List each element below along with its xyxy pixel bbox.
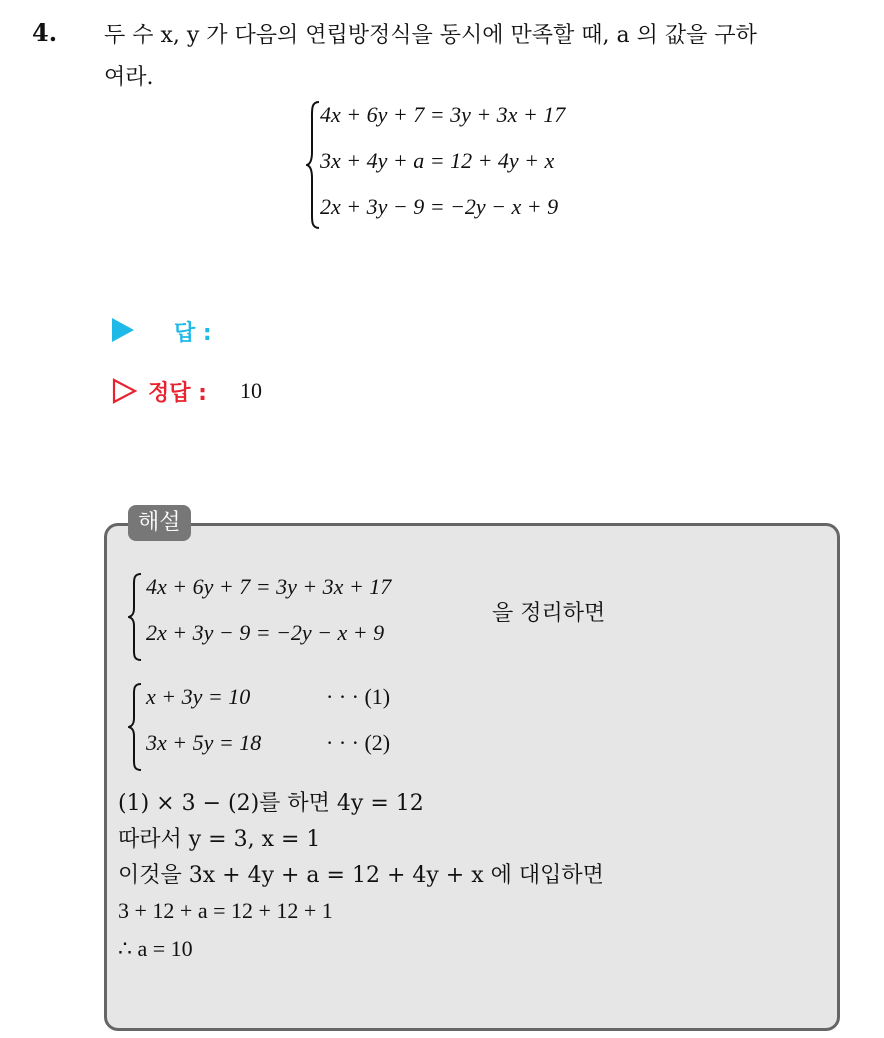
question-number: 4. <box>32 18 58 47</box>
answer-arrow-icon <box>112 318 134 342</box>
explanation-line-5: ∴ a = 10 <box>118 936 193 961</box>
system-equation-3: 2x + 3y − 9 = −2y − x + 9 <box>320 194 559 219</box>
explanation-equation-2: 2x + 3y − 9 = −2y − x + 9 <box>146 620 385 645</box>
correct-answer-label: 정답 : <box>148 381 207 406</box>
explanation-line-1: (1) × 3 − (2)를 하면 4y = 12 <box>118 791 424 816</box>
equation-tag-1: · · · (1) <box>326 684 391 709</box>
explanation-system-1 <box>128 572 648 662</box>
explanation-equation-3: x + 3y = 10 <box>146 684 251 709</box>
system-equation-1: 4x + 6y + 7 = 3y + 3x + 17 <box>320 102 566 127</box>
explanation-system-1-note: 을 정리하면 <box>492 601 606 626</box>
explanation-system-2 <box>128 682 428 772</box>
explanation-line-4: 3 + 12 + a = 12 + 12 + 1 <box>118 898 333 923</box>
equation-tag-2: · · · (2) <box>326 730 391 755</box>
left-brace-icon <box>128 682 142 772</box>
explanation-equation-1: 4x + 6y + 7 = 3y + 3x + 17 <box>146 574 392 599</box>
question-text-line-2: 여라. <box>104 65 154 90</box>
explanation-tab: 해설 <box>128 505 191 541</box>
question-equation-system <box>306 100 646 230</box>
explanation-line-3: 이것을 3x + 4y + a = 12 + 4y + x 에 대입하면 <box>118 863 604 888</box>
system-equation-2: 3x + 4y + a = 12 + 4y + x <box>320 148 555 173</box>
left-brace-icon <box>128 572 142 662</box>
left-brace-icon <box>306 100 320 230</box>
explanation-equation-4: 3x + 5y = 18 <box>146 730 262 755</box>
correct-arrow-outline-icon <box>112 378 138 404</box>
correct-answer-value: 10 <box>240 378 262 403</box>
question-text-line-1: 두 수 x, y 가 다음의 연립방정식을 동시에 만족할 때, a 의 값을 구하 <box>104 23 757 48</box>
answer-label: 답 : <box>174 321 212 346</box>
explanation-line-2: 따라서 y = 3, x = 1 <box>118 827 321 852</box>
